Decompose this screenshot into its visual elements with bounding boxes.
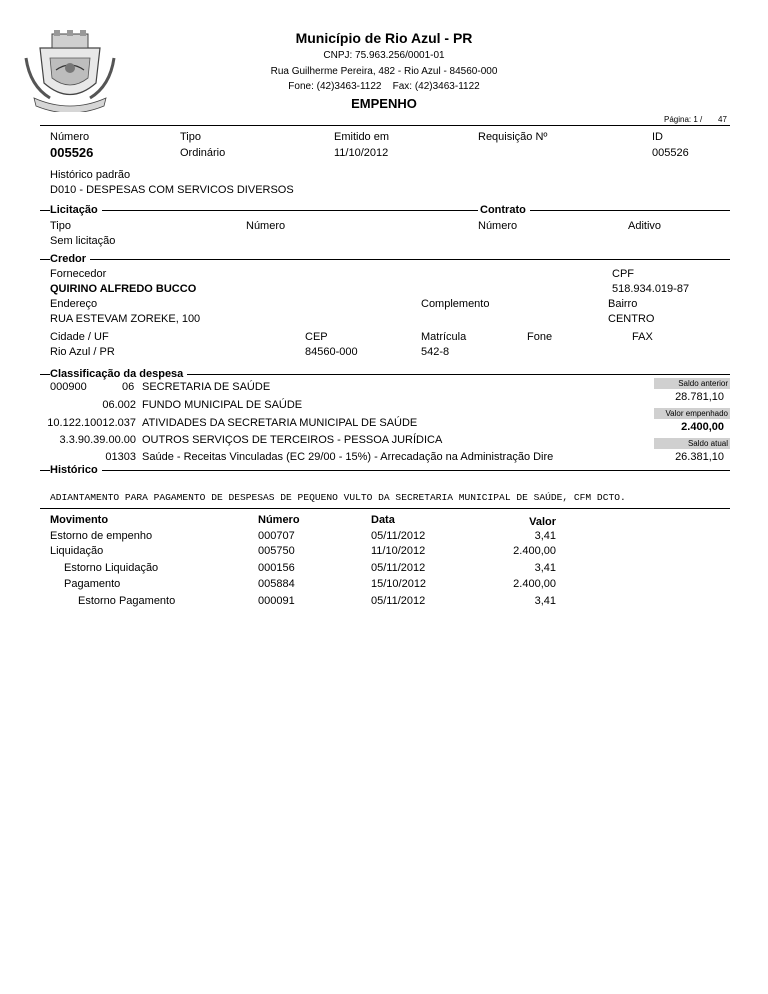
historico-padrao-value: D010 - DESPESAS COM SERVICOS DIVERSOS (50, 184, 294, 196)
mov-valor: 3,41 (534, 562, 556, 574)
licitacao-numero-label: Número (246, 220, 286, 232)
valor-empenhado-label: Valor empenhado (654, 408, 730, 419)
classif-code-3: 3.3.90.39.00.00 (59, 434, 136, 446)
historico-title: Histórico (50, 464, 102, 476)
classif-desc-3: OUTROS SERVIÇOS DE TERCEIROS - PESSOA JURÍDICA (142, 434, 443, 446)
classif-desc-1: FUNDO MUNICIPAL DE SAÚDE (142, 399, 303, 411)
mov-movimento: Estorno Pagamento (78, 595, 176, 607)
mov-numero: 005884 (258, 578, 295, 590)
mov-valor: 2.400,00 (513, 578, 556, 590)
matricula-value: 542-8 (421, 346, 450, 358)
mov-valor: 2.400,00 (513, 545, 556, 557)
emitido-label: Emitido em (334, 131, 390, 143)
mov-header-valor: Valor (529, 516, 556, 528)
valor-empenhado-value: 2.400,00 (681, 421, 724, 433)
cep-label: CEP (305, 331, 328, 343)
historico-rule (40, 470, 730, 471)
endereco-value: RUA ESTEVAM ZOREKE, 100 (50, 313, 201, 325)
mov-valor: 3,41 (534, 595, 556, 607)
credor-title: Credor (50, 253, 90, 265)
classif-code-4: 01303 (105, 451, 136, 463)
classificacao-title: Classificação da despesa (50, 368, 187, 380)
classif-desc-2: ATIVIDADES DA SECRETARIA MUNICIPAL DE SAÚDE (142, 417, 418, 429)
complemento-label: Complemento (421, 298, 490, 310)
licitacao-tipo-value: Sem licitação (50, 235, 116, 247)
mov-movimento: Pagamento (64, 578, 121, 590)
contrato-title: Contrato (478, 204, 530, 216)
mov-movimento: Estorno de empenho (50, 530, 153, 542)
classif-code-0: 000900 (50, 381, 87, 393)
mov-data: 05/11/2012 (371, 562, 426, 574)
emitido-value: 11/10/2012 (334, 147, 389, 159)
contrato-left-gap (130, 210, 475, 211)
classif-code-1: 06.002 (102, 399, 136, 411)
numero-label: Número (50, 131, 90, 143)
cpf-value: 518.934.019-87 (612, 283, 690, 295)
numero-value: 005526 (50, 145, 94, 160)
id-value: 005526 (652, 147, 689, 159)
mov-header-movimento: Movimento (50, 514, 109, 526)
fornecedor-label: Fornecedor (50, 268, 107, 280)
municipality-title: Município de Rio Azul - PR (295, 30, 473, 46)
historico-bottom-rule (40, 508, 730, 509)
licitacao-tipo-label: Tipo (50, 220, 71, 232)
id-label: ID (652, 131, 663, 143)
cidade-value: Rio Azul / PR (50, 346, 115, 358)
classif-sub-0: 06 (122, 381, 135, 393)
fax-label: FAX (632, 331, 653, 343)
cep-value: 84560-000 (305, 346, 358, 358)
cidade-label: Cidade / UF (50, 331, 109, 343)
bairro-value: CENTRO (608, 313, 655, 325)
mov-valor: 3,41 (534, 530, 556, 542)
licitacao-title: Licitação (50, 204, 102, 216)
matricula-label: Matrícula (421, 331, 467, 343)
historico-padrao-label: Histórico padrão (50, 169, 131, 181)
mov-data: 11/10/2012 (371, 545, 426, 557)
credor-rule (40, 259, 730, 260)
mov-header-numero: Número (258, 514, 300, 526)
classif-desc-4: Saúde - Receitas Vinculadas (EC 29/00 - 15%) - Arrecadação na Administração Dire (142, 451, 554, 463)
cnpj-text: CNPJ: 75.963.256/0001-01 (323, 50, 445, 61)
mov-numero: 000707 (258, 530, 295, 542)
tipo-label: Tipo (180, 131, 201, 143)
page-total: 47 (718, 115, 727, 124)
saldo-anterior-label: Saldo anterior (654, 378, 730, 389)
page-label: Página: 1 / (664, 115, 703, 124)
mov-data: 05/11/2012 (371, 530, 426, 542)
cpf-label: CPF (612, 268, 634, 280)
requisicao-label: Requisição Nº (478, 131, 548, 143)
phones-text: Fone: (42)3463-1122 Fax: (42)3463-1122 (288, 81, 480, 92)
mov-data: 15/10/2012 (371, 578, 427, 590)
saldo-anterior-value: 28.781,10 (675, 391, 724, 403)
classif-desc-0: SECRETARIA DE SAÚDE (142, 381, 271, 393)
endereco-label: Endereço (50, 298, 98, 310)
mov-numero: 000091 (258, 595, 295, 607)
mov-numero: 005750 (258, 545, 295, 557)
fornecedor-value: QUIRINO ALFREDO BUCCO (50, 283, 197, 295)
tipo-value: Ordinário (180, 147, 226, 159)
contrato-aditivo-label: Aditivo (628, 220, 662, 232)
document-type-title: EMPENHO (351, 96, 417, 111)
mov-numero: 000156 (258, 562, 295, 574)
address-text: Rua Guilherme Pereira, 482 - Rio Azul - 84560-000 (270, 66, 498, 77)
mov-header-data: Data (371, 514, 395, 526)
contrato-numero-label: Número (478, 220, 518, 232)
header-divider (40, 125, 730, 126)
mov-movimento: Liquidação (50, 545, 104, 557)
mov-data: 05/11/2012 (371, 595, 426, 607)
saldo-atual-label: Saldo atual (654, 438, 730, 449)
classif-code-2: 10.122.10012.037 (47, 417, 136, 429)
historico-text: ADIANTAMENTO PARA PAGAMENTO DE DESPESAS DE PEQUENO VULTO DA SECRETARIA MUNICIPAL DE SAÚDE, CFM DCTO. (50, 492, 626, 503)
saldo-atual-value: 26.381,10 (675, 451, 724, 463)
fone-label: Fone (527, 331, 553, 343)
bairro-label: Bairro (608, 298, 638, 310)
mov-movimento: Estorno Liquidação (64, 562, 159, 574)
